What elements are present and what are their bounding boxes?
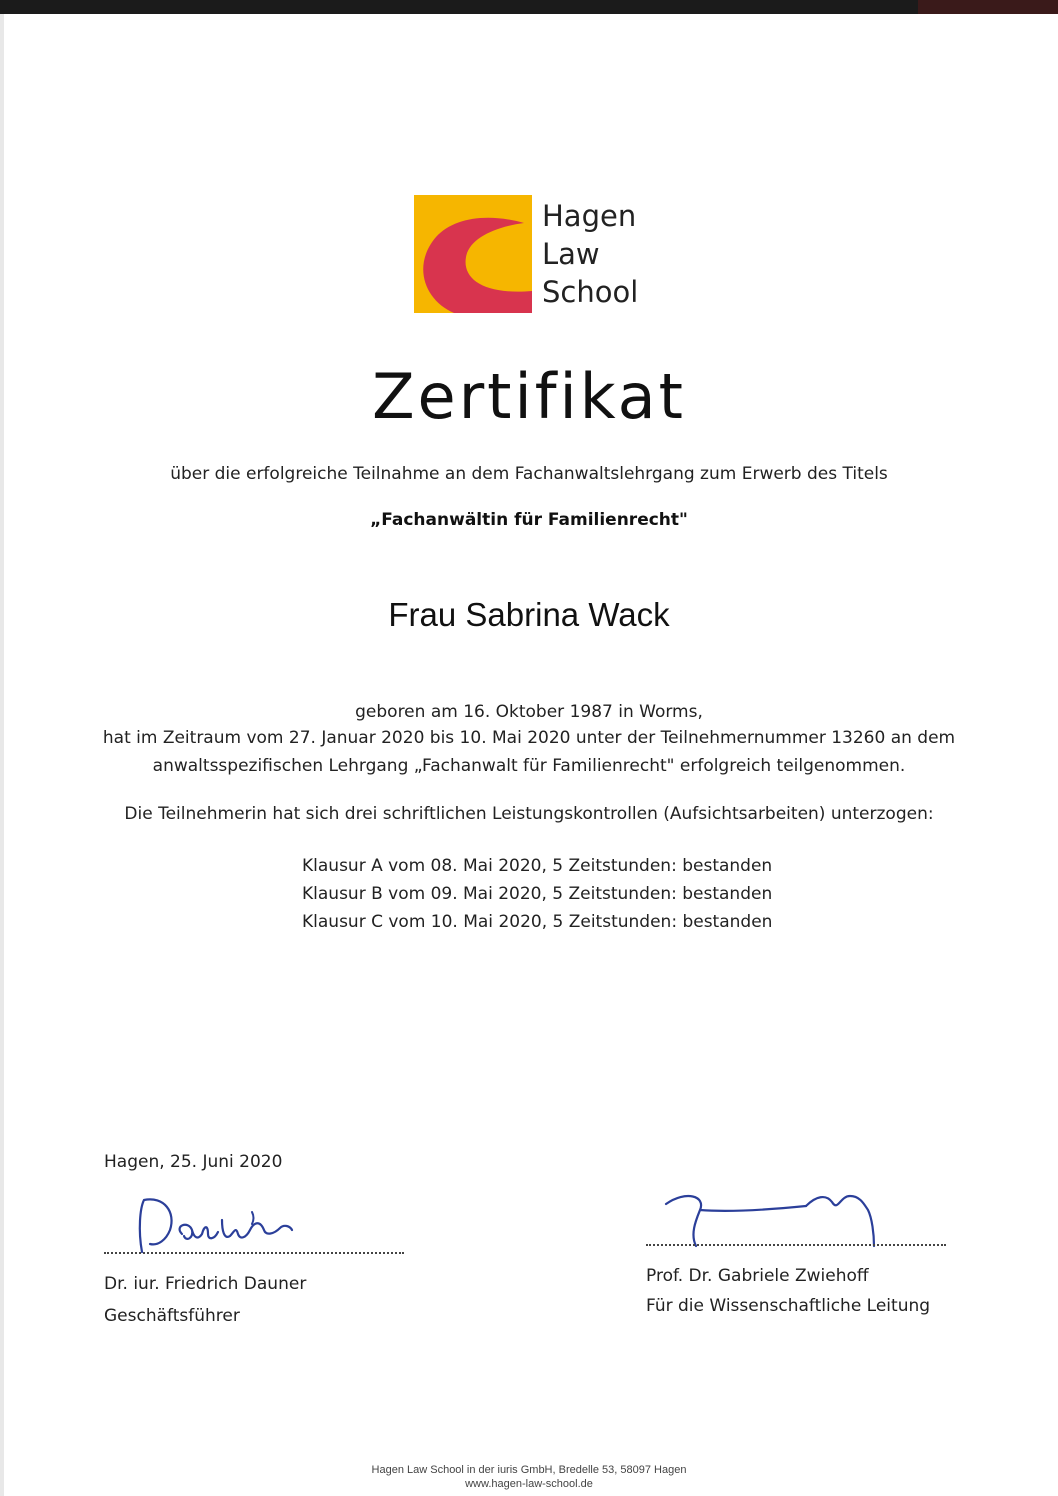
certificate-title: Zertifikat [372,360,686,433]
signatory-role-right: Für die Wissenschaftliche Leitung [646,1296,931,1316]
footer-address: Hagen Law School in der iuris GmbH, Bredelle 53, 58097 Hagen [371,1464,687,1476]
body-birth-line: geboren am 16. Oktober 1987 in Worms, [355,702,703,722]
hagen-law-school-logo [414,195,654,313]
body-course-line: anwaltsspezifischen Lehrgang „Fachanwalt für Familienrecht" erfolgreich teilgenommen. [152,756,906,776]
intro-text: über die erfolgreiche Teilnahme an dem Fachanwaltslehrgang zum Erwerb des Titels [170,464,888,484]
footer-website: www.hagen-law-school.de [465,1478,593,1490]
place-date: Hagen, 25. Juni 2020 [104,1152,283,1172]
logo-line-1: Hagen [542,199,637,233]
scan-left-edge [0,14,4,1496]
exam-item: Klausur B vom 09. Mai 2020, 5 Zeitstunden: bestanden [302,884,773,904]
logo-mark-icon [414,195,532,313]
signatory-name-right: Prof. Dr. Gabriele Zwiehoff [646,1266,869,1286]
signature-line-right [646,1244,946,1246]
degree-title: „Fachanwältin für Familienrecht" [370,510,688,530]
logo-line-2: Law [542,237,600,271]
exam-item: Klausur C vom 10. Mai 2020, 5 Zeitstunden: bestanden [302,912,773,932]
exam-item: Klausur A vom 08. Mai 2020, 5 Zeitstunden: bestanden [302,856,773,876]
logo-line-3: School [542,275,639,309]
signatory-role-left: Geschäftsführer [104,1306,240,1326]
handwritten-signature-left [104,1190,364,1260]
body-exams-intro: Die Teilnehmerin hat sich drei schriftlichen Leistungskontrollen (Aufsichtsarbeiten) unterzogen: [124,804,934,824]
body-period-line: hat im Zeitraum vom 27. Januar 2020 bis 10. Mai 2020 unter der Teilnehmernummer 13260 an dem [102,728,956,748]
signature-line-left [104,1252,404,1254]
logo-wordmark [542,197,638,311]
recipient-name: Frau Sabrina Wack [388,596,670,633]
exam-list [302,852,772,936]
scan-top-border-tint [918,0,1058,14]
signatory-name-left: Dr. iur. Friedrich Dauner [104,1274,307,1294]
scan-top-border [0,0,1058,14]
